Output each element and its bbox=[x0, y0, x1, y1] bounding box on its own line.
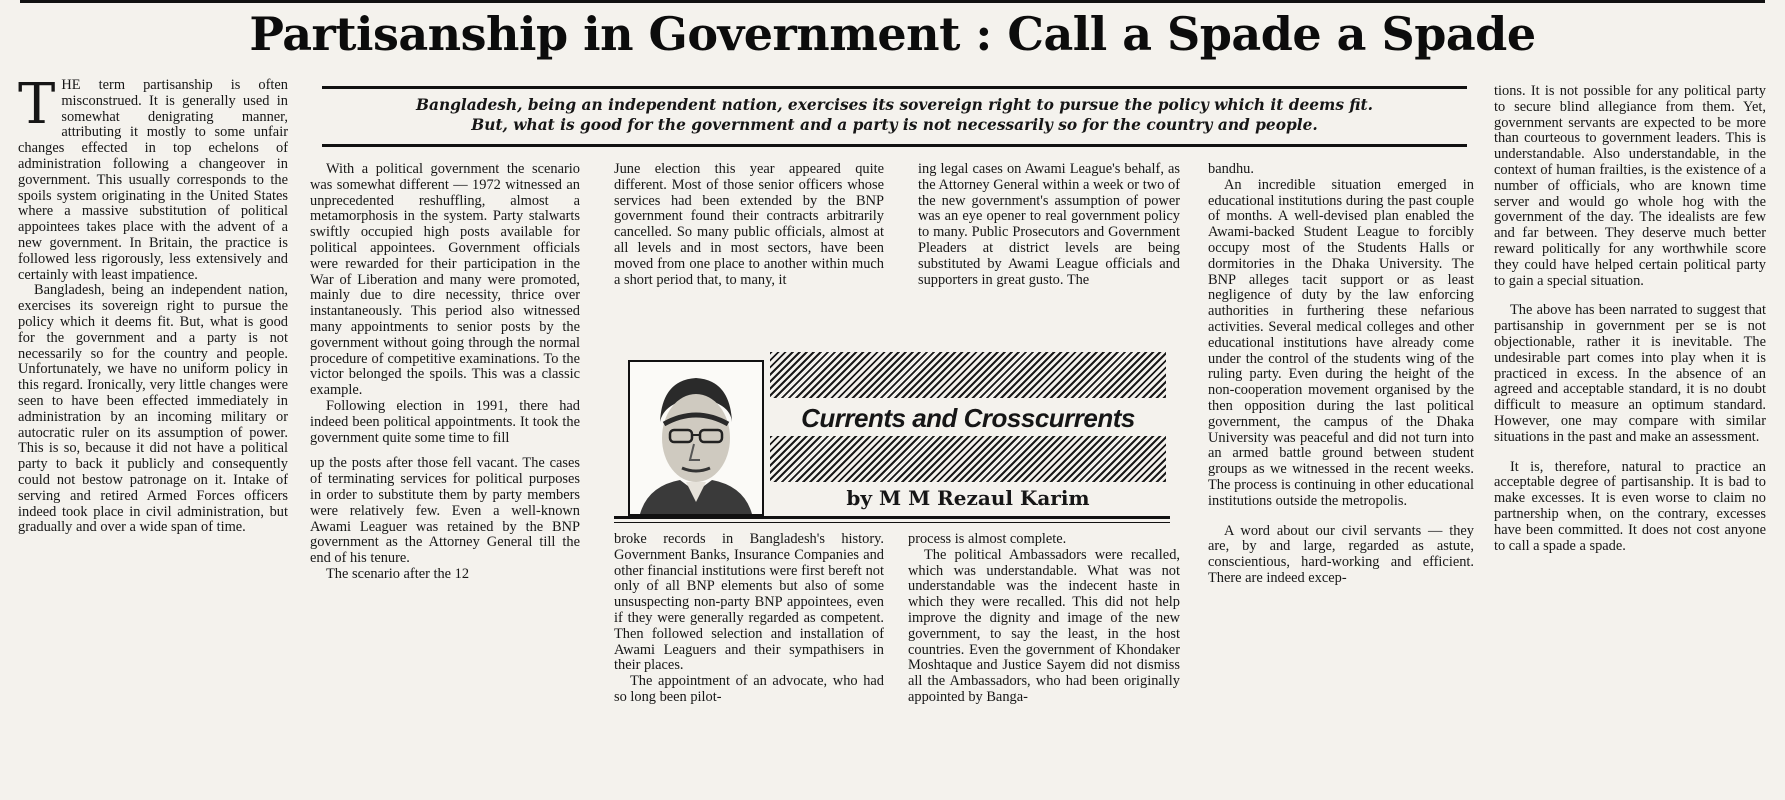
column-5-paragraph-3: A word about our civil servants — they are, by and large, regarded as astute, conscientious, hard-working and efficient. There are indeed excep- bbox=[1208, 522, 1474, 586]
column-6-paragraph-2: The above has been narrated to suggest that partisanship in government per se is not objectionable, rather it is inevitable. The undesirable part comes into play when it is practiced in excess. In the absence of an agreed and acceptable standard, it is no doubt difficult to measure an optimum standard. However, one may compare with similar situations in the past and make an assessment. bbox=[1494, 302, 1766, 445]
headline: Partisanship in Government : Call a Spade a Spade bbox=[249, 7, 1536, 61]
column-4-paragraph-2: process is almost complete. bbox=[908, 532, 1067, 547]
column-4-paragraph-3: The political Ambassadors were recalled, which was understandable. What was not understandable was the indecent haste in which they were recalled. This did not help improve the dignity and image of the new government, to say the least, in the host countries. Even the government of Khondaker Moshtaque and Justice Sayem did not dismiss all the Ambassadors, who had been originally appointed by Banga- bbox=[908, 546, 1180, 705]
column-1 bbox=[18, 78, 288, 798]
column-series-title: Currents and Crosscurrents bbox=[801, 403, 1135, 433]
column-2-paragraph-4: The scenario after the 12 bbox=[326, 565, 470, 582]
column-4-paragraph-1: ing legal cases on Awami League's behalf, as the Attorney General within a week or two of the new government's assumption of power was an eye opener to real government policy to many. Public Prosecutors and Government Pleaders at district levels are being substituted by Awami League officials and supporters in great gusto. The bbox=[918, 162, 1180, 288]
deck bbox=[322, 95, 1467, 135]
column-4-bottom bbox=[908, 532, 1180, 798]
author-portrait bbox=[628, 360, 764, 516]
column-3-bottom bbox=[614, 532, 884, 798]
deck-line-1: Bangladesh, being an independent nation, exercises its sovereign right to pursue the policy which it deems fit. bbox=[415, 96, 1374, 114]
deck-rule-top bbox=[322, 86, 1467, 89]
column-1-paragraph-2: Bangladesh, being an independent nation, exercises its sovereign right to pursue the policy which it deems fit. But, what is good for the government and a party is not necessarily so for the country and people. Unfortunately, we have no uniform policy in this regard. Ironically, very little changes were seen to have been effected immediately in administration by an incoming military or autocratic ruler on its assumption of power. This is so, because it did not have a political party to back it publicly and consequently could not bestow patronage on it. Intake of serving and retired Armed Forces officers indeed took place in civil administration, but gradually and over a wide span of time. bbox=[18, 282, 288, 536]
deck-line-2: But, what is good for the government and a party is not necessarily so for the country and people. bbox=[471, 116, 1318, 134]
logo-rule-2 bbox=[614, 522, 1170, 523]
drop-cap: T bbox=[18, 78, 56, 137]
series-hatch-top bbox=[770, 352, 1166, 398]
column-1-paragraph-1 bbox=[18, 78, 288, 283]
top-rule bbox=[20, 0, 1765, 3]
column-2-paragraph-1: With a political government the scenario was somewhat different — 1972 witnessed an unprecedented reshuffling, almost a metamorphosis in the system. Party stalwarts swiftly occupied high posts available for political appointees. Government officials were rewarded for their participation in the War of Liberation and many were promoted, mainly due to dire necessity, thrice over instantaneously. This period also witnessed many appointments to senior posts by the government without going through the normal procedure of competitive examinations. To the victor belonged the spoils. This was a classic example. bbox=[310, 162, 580, 399]
column-6-paragraph-3: It is, therefore, natural to practice an acceptable degree of partisanship. It is bad to make excesses. It is even worse to claim no partnership when, on the contrary, excesses have been committed. It does not cost anyone to call a spade a spade. bbox=[1494, 458, 1766, 554]
series-hatch-bottom bbox=[770, 436, 1166, 482]
column-6-paragraph-1: tions. It is not possible for any political party to secure blind allegiance from them. Yet, government servants are expected to be more than courteous to government leaders. This is understandable. Also understandable, in the context of human frailties, is the existence of a number of officials, who are known time server and would go whole hog with the government of the day. The idealists are few and far between. They deserve much better reward politically for any worthwhile score they could have helped certain political party to gain a special situation. bbox=[1494, 84, 1766, 289]
author-portrait-image bbox=[630, 362, 762, 514]
column-5-paragraph-1: bandhu. bbox=[1208, 162, 1254, 177]
logo-rule-1 bbox=[614, 516, 1170, 519]
column-6 bbox=[1494, 84, 1766, 798]
column-3-paragraph-1: June election this year appeared quite different. Most of those senior officers whose services had been extended by the BNP government found their contracts arbitrarily cancelled. So many public officials, almost at all levels and in most sectors, have been moved from one place to another within much a short period that, to many, it bbox=[614, 162, 884, 288]
column-4-top bbox=[918, 162, 1180, 352]
column-3-paragraph-3: The appointment of an advocate, who had so long been pilot- bbox=[614, 673, 884, 705]
column-2 bbox=[310, 162, 580, 798]
deck-rule-bottom bbox=[322, 144, 1467, 147]
column-2-paragraph-3: up the posts after those fell vacant. The cases of terminating services for political purposes in order to substitute them by party members were relatively few. Even a well-known Awami Leaguer was retained by the BNP government as the Attorney General till the end of his tenure. bbox=[310, 455, 580, 567]
column-5 bbox=[1208, 162, 1474, 798]
column-2-paragraph-2: Following election in 1991, there had indeed been political appointments. It took the government quite some time to fill bbox=[310, 397, 580, 446]
column-3-top bbox=[614, 162, 884, 352]
byline: by M M Rezaul Karim bbox=[846, 486, 1090, 510]
column-1-paragraph-1-text: HE term partisanship is often misconstrued. It is generally used in somewhat denigrating manner, attributing it mostly to some unfair changes effected in top echelons of administration following a changeover in government. This usually corresponds to the spoils system originating in the United States where a massive substitution of political appointees takes place with the advent of a new government. In Britain, the practice is followed less rigorously, less extensively and certainly with least impatience. bbox=[18, 78, 288, 283]
column-3-paragraph-2: broke records in Bangladesh's history. Government Banks, Insurance Companies and other financial institutions were first bereft not only of all BNP elements but also of some unsuspecting non-party BNP appointees, even if they were generally regarded as competent. Then followed selection and installation of Awami Leaguers and their sympathisers in their places. bbox=[614, 532, 884, 674]
column-5-paragraph-2: An incredible situation emerged in educational institutions during the past couple of months. A well-devised plan enabled the Awami-backed Student League to forcibly occupy most of the Students Halls or dormitories in the Dhaka University. The BNP alleges tacit support or as least negligence of duty by the law enforcing authorities in furthering these nefarious activities. Several medical colleges and other educational institutions have already come under the control of the students wing of the ruling party. Even during the height of the non-cooperation movement organised by the then opposition during the last political government, the campus of the Dhaka University was peaceful and did not turn into an armed battle ground between student groups as we witnessed in the recent weeks. The process is continuing in other educational institutions outside the metropolis. bbox=[1208, 176, 1474, 509]
